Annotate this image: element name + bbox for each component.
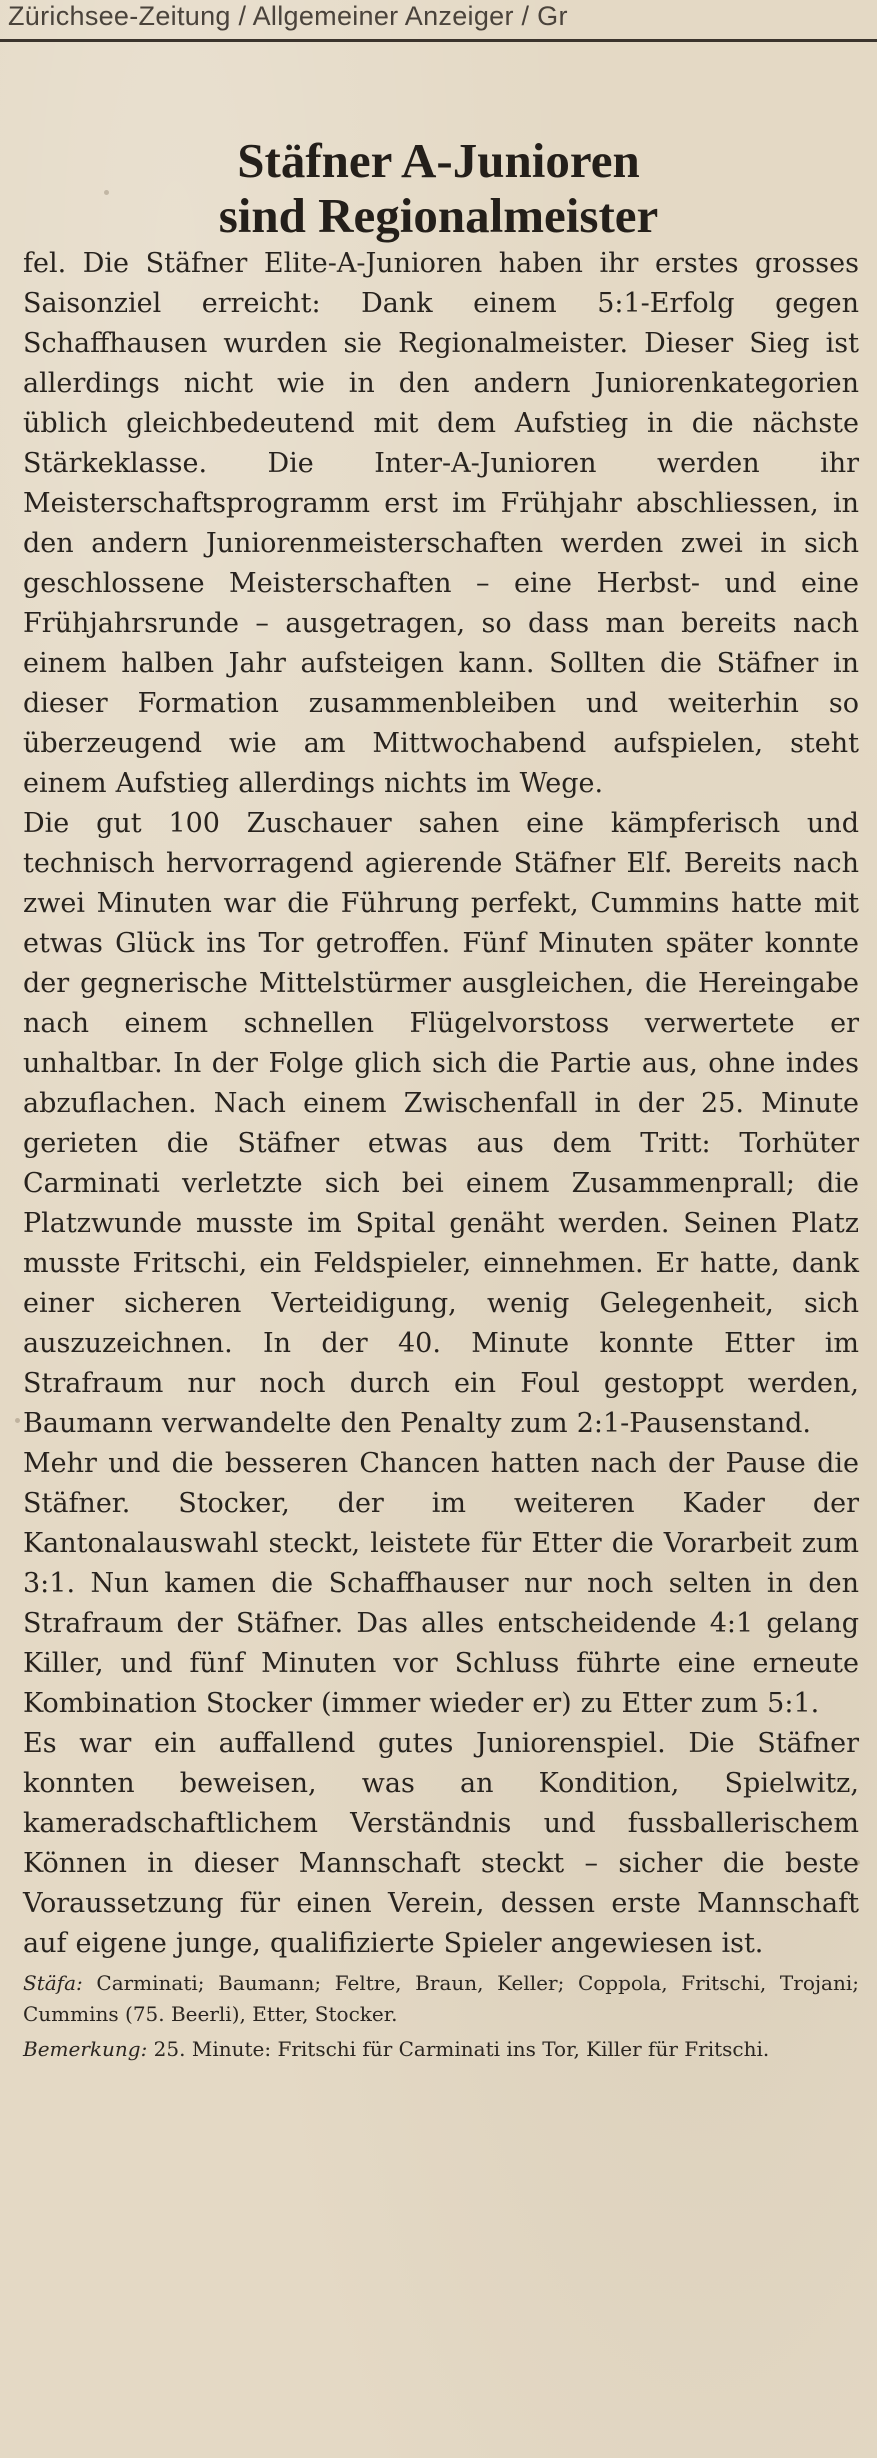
match-remark-text: 25. Minute: Fritschi für Carminati ins Tor, Killer für Fritschi.	[147, 2037, 770, 2061]
article-paragraph-4: Es war ein auffallend gutes Juniorenspiel. Die Stäfner konnten beweisen, was an Kondition, Spielwitz, kameradschaftlichem Verständnis und fussballerischem Können in dieser Mannschaft steckt – sicher die beste Voraussetzung für einen Verein, dessen erste Mannschaft auf eigene junge, qualifizierte Spieler angewiesen ist.	[23, 1728, 859, 1959]
article-title-line-1: Stäfner A-Junioren	[237, 132, 640, 188]
newspaper-header	[0, 0, 877, 42]
paper-speck	[15, 1418, 20, 1423]
team-lineup-label: Stäfa:	[23, 1971, 83, 1995]
article-paragraph-1: fel. Die Stäfner Elite-A-Junioren haben ihr erstes grosses Saisonziel erreicht: Dank einem 5:1-Erfolg gegen Schaffhausen wurden sie Regionalmeister. Dieser Sieg ist allerdings nicht wie in den andern Juniorenkategorien üblich gleichbedeutend mit dem Aufstieg in die nächste Stärkeklasse. Die Inter-A-Junioren werden ihr Meisterschaftsprogramm erst im Frühjahr abschliessen, in den andern Juniorenmeisterschaften werden zwei in sich geschlossene Meisterschaften – eine Herbst- und eine Frühjahrsrunde – ausgetragen, so dass man bereits nach einem halben Jahr aufsteigen kann. Sollten die Stäfner in dieser Formation zusammenbleiben und weiterhin so überzeugend wie am Mittwochabend aufspielen, steht einem Aufstieg allerdings nichts im Wege.	[23, 248, 859, 799]
article-title-line-2: sind Regionalmeister	[218, 187, 659, 243]
paper-speck	[855, 1860, 860, 1865]
newspaper-header-text: Zürichsee-Zeitung / Allgemeiner Anzeiger / Gr	[8, 1, 568, 31]
article-title	[0, 133, 877, 243]
match-remark	[23, 2034, 859, 2065]
article-body	[23, 244, 859, 2065]
article-paragraph-2: Die gut 100 Zuschauer sahen eine kämpferisch und technisch hervorragend agierende Stäfner Elf. Bereits nach zwei Minuten war die Führung perfekt, Cummins hatte mit etwas Glück ins Tor getroffen. Fünf Minuten später konnte der gegnerische Mittelstürmer ausgleichen, die Hereingabe nach einem schnellen Flügelvorstoss verwertete er unhaltbar. In der Folge glich sich die Partie aus, ohne indes abzuflachen. Nach einem Zwischenfall in der 25. Minute gerieten die Stäfner etwas aus dem Tritt: Torhüter Carminati verletzte sich bei einem Zusammenprall; die Platzwunde musste im Spital genäht werden. Seinen Platz musste Fritschi, ein Feldspieler, einnehmen. Er hatte, dank einer sicheren Verteidigung, wenig Gelegenheit, sich auszuzeichnen. In der 40. Minute konnte Etter im Strafraum nur noch durch ein Foul gestoppt werden, Baumann verwandelte den Penalty zum 2:1-Pausenstand.	[23, 808, 859, 1439]
team-lineup-text: Carminati; Baumann; Feltre, Braun, Keller; Coppola, Fritschi, Trojani; Cummins (75. Beerli), Etter, Stocker.	[23, 1971, 859, 2026]
match-remark-label: Bemerkung:	[23, 2037, 148, 2061]
team-lineup	[23, 1968, 859, 2030]
paper-speck	[104, 190, 109, 195]
article-paragraph-3: Mehr und die besseren Chancen hatten nach der Pause die Stäfner. Stocker, der im weiteren Kader der Kantonalauswahl steckt, leistete für Etter die Vorarbeit zum 3:1. Nun kamen die Schaffhauser nur noch selten in den Strafraum der Stäfner. Das alles entscheidende 4:1 gelang Killer, und fünf Minuten vor Schluss führte eine erneute Kombination Stocker (immer wieder er) zu Etter zum 5:1.	[23, 1448, 859, 1719]
